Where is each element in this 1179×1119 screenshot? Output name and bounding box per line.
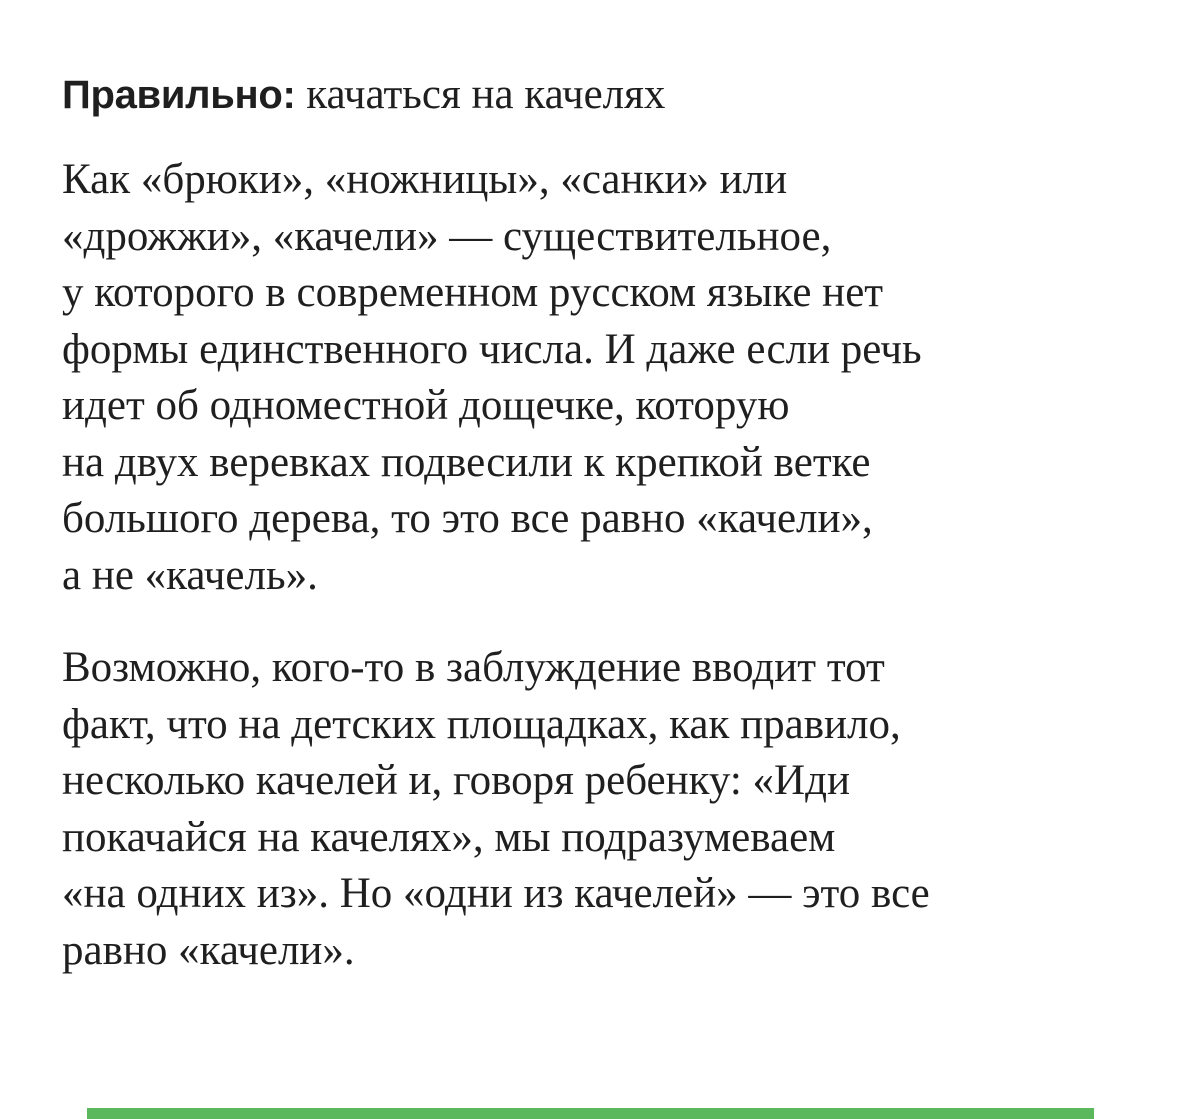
correct-usage-text: качаться на качелях [295,71,666,118]
paragraph-line: факт, что на детских площадках, как правило, [62,700,901,748]
paragraph-line: «на одних из». Но «одни из качелей» — это все [62,870,930,917]
paragraph-line: несколько качелей и, говоря ребенку: «Иди [62,757,851,804]
paragraph-line: «дрожжи», «качели» — существительное, [62,212,832,260]
paragraph-line: а не «качель». [62,551,318,599]
paragraph-line: идет об одноместной дощечке, которую [62,382,790,429]
explanation-paragraph-1 [62,152,1142,604]
accent-bar [87,1108,1094,1119]
paragraph-line: равно «качели». [62,926,355,974]
article-body [62,66,1142,979]
paragraph-line: у которого в современном русском языке нет [62,269,884,316]
paragraph-line: Возможно, кого-то в заблуждение вводит тот [62,644,885,691]
paragraph-line: на двух веревках подвесили к крепкой ветке [62,438,871,486]
explanation-paragraph-2 [62,640,1142,979]
paragraph-line: формы единственного числа. И даже если речь [62,325,922,373]
correct-usage-line [62,66,1142,124]
paragraph-line: покачайся на качелях», мы подразумеваем [62,813,836,861]
paragraph-line: большого дерева, то это все равно «качели», [62,495,873,542]
paragraph-line: Как «брюки», «ножницы», «санки» или [62,156,788,203]
correct-usage-label: Правильно: [62,73,296,117]
